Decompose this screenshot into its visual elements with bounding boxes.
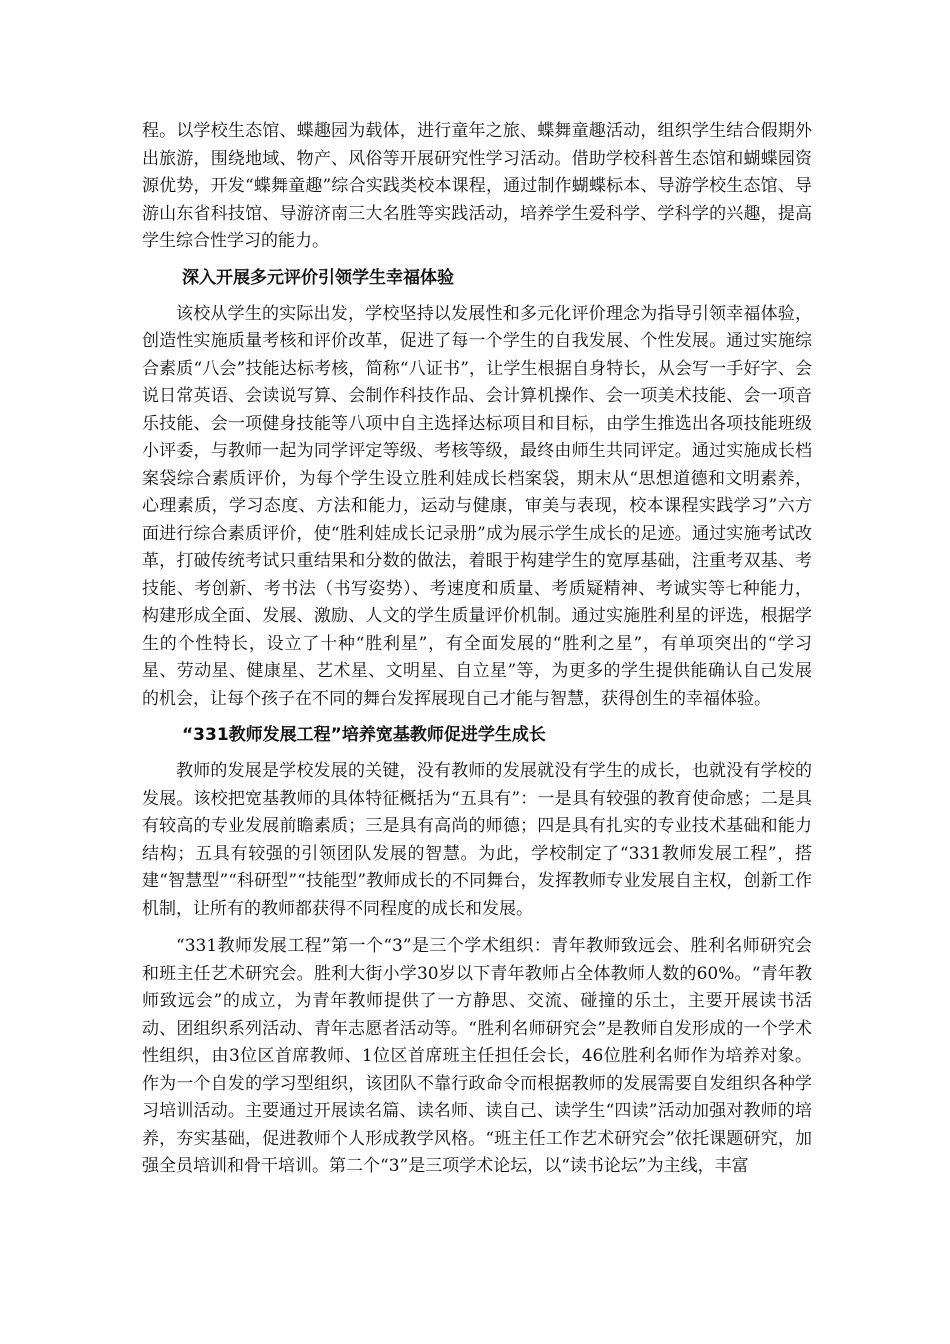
document-page bbox=[142, 118, 812, 1181]
paragraph-evaluation: 该校从学生的实际出发，学校坚持以发展性和多元化评价理念为指导引领幸福体验，创造性实施质量考核和评价改革，促进了每一个学生的自我发展、个性发展。通过实施综合素质“八会”技能达标考核，简称“八证书”，让学生根据自身特长，从会写一手好字、会说日常英语、会读说写算、会制作科技作品、会计算机操作、会一项美术技能、会一项音乐技能、会一项健身技能等八项中自主选择达标项目和目标，由学生推选出各项技能班级小评委，与教师一起为同学评定等级、考核等级，最终由师生共同评定。通过实施成长档案袋综合素质评价，为每个学生设立胜利娃成长档案袋，期末从“思想道德和文明素养，心理素质，学习态度、方法和能力，运动与健康，审美与表现，校本课程实践学习”六方面进行综合素质评价，使“胜利娃成长记录册”成为展示学生成长的足迹。通过实施考试改革，打破传统考试只重结果和分数的做法，着眼于构建学生的宽厚基础，注重考双基、考技能、考创新、考书法（书写姿势）、考速度和质量、考质疑精神、考诚实等七种能力，构建形成全面、发展、激励、人文的学生质量评价机制。通过实施胜利星的评选，根据学生的个性特长，设立了十种“胜利星”，有全面发展的“胜利之星”，有单项突出的“学习星、劳动星、健康星、艺术星、文明星、自立星”等，为更多的学生提供能确认自己发展的机会，让每个孩子在不同的舞台发挥展现自己才能与智慧，获得创生的幸福体验。 bbox=[142, 303, 812, 709]
section-heading-evaluation: 深入开展多元评价引领学生幸福体验 bbox=[182, 267, 454, 288]
section-heading-teacher-development: “331教师发展工程”培养宽基教师促进学生成长 bbox=[182, 725, 546, 745]
paragraph-331-program: “331教师发展工程”第一个“3”是三个学术组织：青年教师致远会、胜利名师研究会和班主任艺术研究会。胜利大街小学30岁以下青年教师占全体教师人数的60%。“青年教师致远会”的成立，为青年教师提供了一方静思、交流、碰撞的乐土，主要开展读书活动、团组织系列活动、青年志愿者活动等。“胜利名师研究会”是教师自发形成的一个学术性组织，由3位区首席教师、1位区首席班主任担任会长，46位胜利名师作为培养对象。作为一个自发的学习型组织，该团队不靠行政命令而根据教师的发展需要自发组织各种学习培训活动。主要通过开展读名篇、读名师、读自己、读学生“四读”活动加强对教师的培养，夯实基础，促进教师个人形成教学风格。“班主任工作艺术研究会”依托课题研究，加强全员培训和骨干培训。第二个“3”是三项学术论坛，以“读书论坛”为主线，丰富 bbox=[142, 936, 812, 1176]
paragraph-teacher-development: 教师的发展是学校发展的关键，没有教师的发展就没有学生的成长，也就没有学校的发展。该校把宽基教师的具体特征概括为“五具有”：一是具有较强的教育使命感；二是具有较高的专业发展前瞻素质；三是具有高尚的师德；四是具有扎实的专业技术基础和能力结构；五具有较强的引领团队发展的智慧。为此，学校制定了“331教师发展工程”，搭建“智慧型”“科研型”“技能型”教师成长的不同舞台，发挥教师专业发展自主权，创新工作机制，让所有的教师都获得不同程度的成长和发展。 bbox=[142, 761, 812, 919]
paragraph-intro-continuation: 程。以学校生态馆、蝶趣园为载体，进行童年之旅、蝶舞童趣活动，组织学生结合假期外出旅游，围绕地域、物产、风俗等开展研究性学习活动。借助学校科普生态馆和蝴蝶园资源优势，开发“蝶舞童趣”综合实践类校本课程，通过制作蝴蝶标本、导游学校生态馆、导游山东省科技馆、导游济南三大名胜等实践活动，培养学生爱科学、学科学的兴趣，提高学生综合性学习的能力。 bbox=[142, 121, 812, 251]
